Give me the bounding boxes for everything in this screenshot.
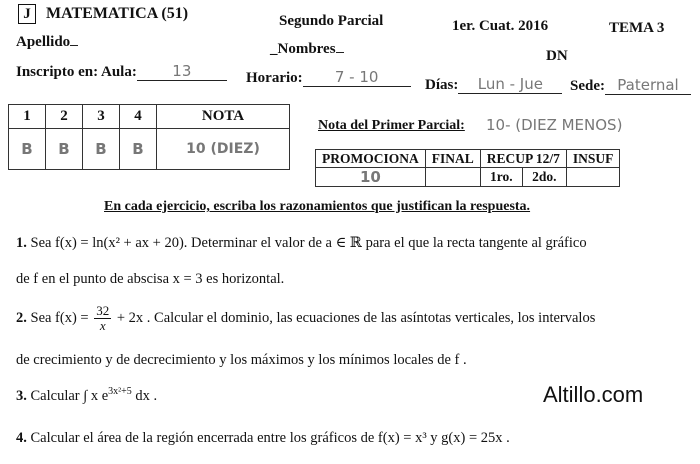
- dias-row: Días: Lun - Jue: [425, 75, 562, 94]
- exam-theme: TEMA 3: [609, 20, 665, 36]
- grade-value-2: B: [46, 129, 83, 170]
- exercise-2: [16, 304, 595, 333]
- grades-table: [8, 104, 290, 170]
- first-exam-value: 10- (DIEZ MENOS): [486, 116, 623, 134]
- watermark: Altillo.com: [543, 382, 644, 407]
- promo-header-insuf: INSUF: [566, 150, 620, 168]
- exam-name: Segundo Parcial: [279, 13, 384, 29]
- horario-field: 7 - 10: [303, 68, 411, 87]
- promo-header-final: FINAL: [425, 150, 480, 168]
- apellido-label: Apellido: [16, 34, 78, 51]
- promo-value-promociona: 10: [316, 168, 426, 187]
- exercise-2-number: 2.: [16, 309, 27, 326]
- exercise-2-fraction: $\frac{32}{x}$: [96, 303, 110, 333]
- first-exam-label: Nota del Primer Parcial:: [318, 118, 465, 133]
- grade-header-4: 4: [120, 105, 157, 129]
- promo-value-final: [425, 168, 480, 187]
- sede-field: Paternal: [605, 76, 691, 95]
- exercise-3-number: 3.: [16, 387, 27, 404]
- promo-recup-second: 2do.: [522, 168, 566, 187]
- dni-label: DN: [546, 48, 568, 64]
- term: 1er. Cuat. 2016: [452, 18, 549, 34]
- sede-row: Sede: Paternal: [570, 76, 691, 95]
- promotion-table: [315, 149, 620, 187]
- instruction: En cada ejercicio, escriba los razonamientos que justifican la respuesta.: [104, 199, 531, 214]
- grade-header-2: 2: [46, 105, 83, 129]
- promo-header-promociona: PROMOCIONA: [316, 150, 426, 168]
- promo-value-insuf: [566, 168, 620, 187]
- inscripto-row: Inscripto en: Aula: 13: [16, 62, 227, 81]
- exercise-3-integral: Calcular ∫ x e: [30, 387, 109, 404]
- exercise-1-line-2: de f en el punto de abscisa x = 3 es horizontal.: [16, 271, 285, 287]
- aula-field: 13: [137, 62, 227, 81]
- exam-version-box: J: [18, 4, 36, 24]
- exercise-2-statement: + 2x . Calcular el dominio, las ecuaciones de las asíntotas verticales, los intervalos: [116, 309, 596, 326]
- nombres-label: _Nombres: [270, 41, 344, 58]
- grade-value-4: B: [120, 129, 157, 170]
- grade-header-3: 3: [83, 105, 120, 129]
- grade-header-nota: NOTA: [157, 105, 290, 129]
- exercise-1: [16, 235, 587, 252]
- exercise-4-number: 4.: [16, 430, 27, 446]
- exercise-3-dx: dx .: [131, 387, 158, 404]
- exercise-1-number: 1.: [16, 235, 27, 251]
- dias-field: Lun - Jue: [458, 75, 562, 94]
- course-title: MATEMATICA (51): [46, 5, 189, 22]
- grade-value-1: B: [9, 129, 46, 170]
- exercise-4: [16, 430, 510, 447]
- grade-header-1: 1: [9, 105, 46, 129]
- promo-header-recup: RECUP 12/7: [480, 150, 566, 168]
- exercise-4-statement: Calcular el área de la región encerrada entre los gráficos de f(x) = x³ y g(x) = 25x .: [30, 430, 510, 446]
- exercise-2-function: Sea f(x) =: [30, 309, 89, 326]
- exercise-1-line-1: Sea f(x) = ln(x² + ax + 20). Determinar el valor de a ∈ ℝ para el que la recta tangente al gráfico: [30, 235, 587, 251]
- grade-value-3: B: [83, 129, 120, 170]
- promo-recup-first: 1ro.: [480, 168, 522, 187]
- exercise-2-line-2: de crecimiento y de decrecimiento y los máximos y los mínimos locales de f .: [16, 352, 467, 368]
- horario-row: Horario: 7 - 10: [246, 68, 411, 87]
- exercise-3: [16, 386, 157, 405]
- exercise-3-exponent: 3x²+5: [108, 386, 132, 397]
- grade-value-nota: 10 (DIEZ): [157, 129, 290, 170]
